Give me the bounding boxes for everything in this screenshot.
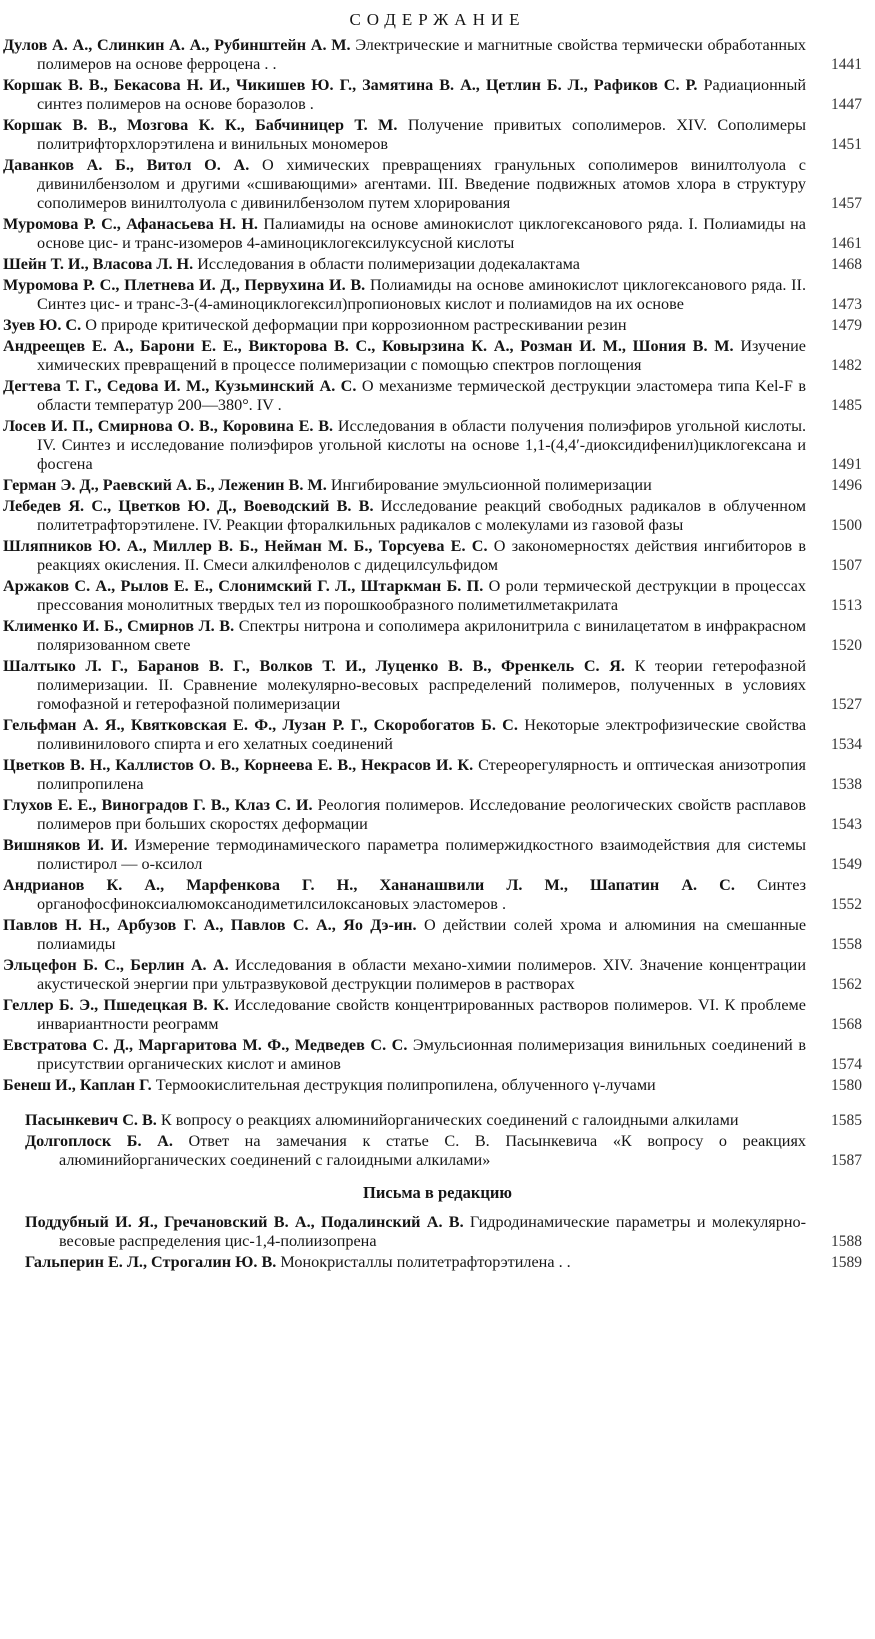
- toc-entry-body: [3, 996, 814, 1034]
- toc-entry-authors: Муромова Р. С., Плетнева И. Д., Первухина И. В.: [3, 276, 366, 294]
- toc-entry-authors: Даванков А. Б., Витол О. А.: [3, 156, 250, 174]
- toc-entry-title: Ингибирование эмульсионной полимеризации: [330, 476, 652, 494]
- toc-entry-authors: Муромова Р. С., Афанасьева Н. Н.: [3, 215, 258, 234]
- toc-entry[interactable]: [3, 1076, 865, 1095]
- toc-entry-authors: Аржаков С. А., Рылов Е. Е., Слонимский Г. Л., Штаркман Б. П.: [3, 576, 484, 595]
- toc-entry-authors: Поддубный И. Я., Гречановский В. А., Подалинский А. В.: [25, 1213, 464, 1231]
- toc-entry-page-number: 1468: [831, 256, 862, 274]
- discussion-list: [0, 1111, 865, 1170]
- toc-entry[interactable]: [3, 1111, 865, 1130]
- toc-entry-authors: Глухов Е. Е., Виноградов Г. В., Клаз С. И.: [3, 796, 313, 814]
- toc-entry-body: [3, 36, 814, 74]
- toc-entry[interactable]: [3, 796, 865, 834]
- toc-entry-authors: Шляпников Ю. А., Миллер В. Б., Нейман М. Б., Торсуева Е. С.: [3, 536, 488, 555]
- toc-entry-page-number: 1588: [831, 1233, 862, 1251]
- toc-entry-page-number: 1482: [831, 357, 862, 374]
- toc-entry[interactable]: [3, 1132, 865, 1170]
- toc-entry[interactable]: [3, 417, 865, 475]
- toc-entry-page-number: 1574: [831, 1056, 862, 1074]
- toc-entry-title: Термоокислительная деструкция полипропилена, облученного γ-лучами: [155, 1076, 656, 1094]
- toc-entry-page-number: 1552: [831, 896, 862, 914]
- toc-entry-page-number: 1587: [831, 1151, 862, 1169]
- toc-entry[interactable]: [3, 276, 865, 314]
- toc-entry-title: К вопросу о реакциях алюминийорганических соединений с галоидными алкилами: [160, 1110, 739, 1129]
- toc-entry-page-number: 1485: [831, 397, 862, 414]
- toc-entry-page-number: 1447: [831, 96, 862, 114]
- toc-entry-body: [3, 1111, 814, 1130]
- toc-entry-body: [3, 876, 814, 914]
- toc-entry-body: [3, 116, 814, 154]
- toc-entry[interactable]: [3, 996, 865, 1034]
- toc-entry-body: [3, 916, 814, 954]
- toc-entry-body: [3, 1076, 814, 1095]
- toc-entry-page-number: 1441: [831, 56, 862, 74]
- letters-heading: Письма в редакцию: [363, 1183, 512, 1202]
- toc-entry-body: [3, 156, 814, 214]
- toc-entry-page-number: 1500: [831, 517, 862, 534]
- toc-entry[interactable]: [3, 916, 865, 954]
- toc-entry-body: [3, 617, 814, 655]
- toc-entry-authors: Зуев Ю. С.: [3, 316, 82, 334]
- toc-entry-page-number: 1585: [831, 1111, 862, 1129]
- toc-entry-page-number: 1451: [831, 136, 862, 154]
- toc-entry-authors: Эльцефон Б. С., Берлин А. А.: [3, 956, 229, 974]
- toc-entry[interactable]: [3, 36, 865, 74]
- toc-entry-body: [3, 316, 814, 335]
- toc-entry[interactable]: [3, 956, 865, 994]
- toc-entry-title: Измерение термодинамического параметра полимержидкостного взаимодействия для системы полистирол — о-ксилол: [37, 836, 807, 874]
- toc-entry-body: [3, 255, 814, 274]
- toc-entry-title: Исследование реакций свободных радикалов в облученном политетрафторэтилене. IV. Реакции фторалкильных радикалов с молекулами из газовой фазы: [37, 496, 806, 534]
- toc-entry[interactable]: [3, 716, 865, 754]
- toc-entry-title: Исследование свойств концентрированных растворов полимеров. VI. К проблеме инвариантности реограмм: [37, 996, 806, 1034]
- toc-entry-authors: Коршак В. В., Бекасова Н. И., Чикишев Ю. Г., Замятина В. А., Цетлин Б. Л., Рафиков С. Р.: [3, 76, 698, 94]
- toc-entry-page-number: 1589: [831, 1254, 862, 1271]
- toc-entry-authors: Павлов Н. Н., Арбузов Г. А., Павлов С. А., Яо Дэ-ин.: [3, 916, 417, 934]
- toc-entry-title: Электрические и магнитные свойства термически обработанных полимеров на основе ферроцена . .: [37, 36, 806, 74]
- toc-entry-body: [3, 337, 814, 375]
- toc-entry-body: [3, 796, 814, 834]
- toc-entry[interactable]: [3, 316, 865, 335]
- toc-entry-title: Ответ на замечания к статье С. В. Пасынкевича «К вопросу о реакциях алюминийорганических соединений с галоидными алкилами»: [59, 1131, 807, 1169]
- toc-entry-authors: Коршак В. В., Мозгова К. К., Бабчиницер Т. М.: [3, 116, 398, 134]
- toc-entry-title: Спектры нитрона и сополимера акрилонитрила с винилацетатом в инфракрасном поляризованном свете: [37, 616, 806, 654]
- toc-entry-page-number: 1549: [831, 856, 862, 874]
- toc-entry[interactable]: [3, 1213, 865, 1251]
- toc-entry[interactable]: [3, 76, 865, 114]
- toc-entry-title: Полиамиды на основе аминокислот циклогексанового ряда. II. Синтез цис- и транс-3-(4-аминоциклогексил)пропионовых кислот и полиамидов на их основе: [37, 276, 806, 314]
- toc-entry-body: [3, 1132, 814, 1170]
- toc-entry-page-number: 1507: [831, 557, 862, 574]
- toc-entry-title: К теории гетерофазной полимеризации. II. Сравнение молекулярно-весовых распределений полимеров, полученных в условиях гомофазной и гетерофазной полимеризации: [37, 656, 807, 714]
- toc-entry-title: Эмульсионная полимеризация винильных соединений в присутствии органических кислот и аминов: [37, 1036, 806, 1074]
- toc-entry-title: Исследования в области механо-химии полимеров. XIV. Значение концентрации акустической энергии при ультразвуковой деструкции полимеров в растворах: [37, 956, 806, 994]
- toc-entry-authors: Лосев И. П., Смирнова О. В., Коровина Е. В.: [3, 416, 334, 435]
- toc-entry-page-number: 1538: [831, 776, 862, 794]
- toc-entry-title: Реология полимеров. Исследование реологических свойств расплавов полимеров при больших скоростях деформации: [37, 796, 807, 834]
- toc-entry[interactable]: [3, 617, 865, 655]
- toc-entry[interactable]: [3, 337, 865, 375]
- toc-entry-authors: Геллер Б. Э., Пшедецкая В. К.: [3, 996, 229, 1014]
- section-gap: [0, 1097, 875, 1111]
- toc-entry-page-number: 1520: [831, 637, 862, 654]
- toc-entry-authors: Андрианов К. А., Марфенкова Г. Н., Хананашвили Л. М., Шапатин А. С.: [3, 876, 735, 894]
- toc-entry-title: Исследования в области полимеризации додекалактама: [197, 255, 580, 274]
- toc-entry-body: [3, 657, 814, 715]
- toc-entry-body: [3, 1253, 814, 1272]
- toc-entry[interactable]: [3, 156, 865, 214]
- toc-entry-page-number: 1562: [831, 976, 862, 994]
- toc-entry-page-number: 1580: [831, 1077, 862, 1094]
- toc-entry-authors: Бенеш И., Каплан Г.: [3, 1076, 152, 1094]
- toc-entry-body: [3, 537, 814, 575]
- toc-entry-authors: Дулов А. А., Слинкин А. А., Рубинштейн А. М.: [3, 36, 351, 54]
- toc-entry-title: О механизме термической деструкции эластомера типа Kel-F в области температур 200—380°. IV .: [37, 376, 806, 414]
- toc-entry-body: [3, 417, 814, 475]
- toc-entry[interactable]: [3, 876, 865, 914]
- toc-entry[interactable]: [3, 215, 865, 253]
- toc-entry-page-number: 1513: [831, 597, 862, 614]
- toc-entry-body: [3, 836, 814, 874]
- toc-entry-body: [3, 76, 814, 114]
- page-title: СОДЕРЖАНИЕ: [349, 10, 526, 29]
- toc-entry-authors: Гальперин Е. Л., Строгалин Ю. В.: [25, 1253, 277, 1271]
- toc-entry-page-number: 1568: [831, 1016, 862, 1034]
- toc-entry-page-number: 1479: [831, 317, 862, 334]
- toc-entry-page-number: 1543: [831, 816, 862, 834]
- toc-entry-page-number: 1527: [831, 696, 862, 714]
- toc-entry-title: О роли термической деструкции в процессах прессования монолитных твердых тел из порошкообразного полиметилметакрилата: [37, 576, 807, 614]
- toc-entry-authors: Вишняков И. И.: [3, 836, 128, 854]
- toc-entry[interactable]: [3, 756, 865, 794]
- toc-entry-title: Радиационный синтез полимеров на основе боразолов .: [37, 76, 807, 114]
- toc-entry-page-number: 1496: [831, 477, 862, 494]
- toc-entry-body: [3, 215, 814, 253]
- toc-entry[interactable]: [3, 1253, 865, 1272]
- toc-entry-title: Исследования в области получения полиэфиров угольной кислоты. IV. Синтез и исследование полиэфиров угольной кислоты на основе 1,1-(4,4′-диоксидифенил)циклогексана и фосгена: [37, 416, 806, 474]
- toc-entry-page-number: 1461: [831, 235, 862, 253]
- toc-entry-title: Синтез органофосфиноксиалюмоксанодиметилсилоксановых эластомеров .: [37, 876, 807, 914]
- toc-entry[interactable]: [3, 657, 865, 715]
- toc-entry-title: Монокристаллы политетрафторэтилена . .: [280, 1253, 571, 1271]
- toc-entry[interactable]: [3, 577, 865, 615]
- toc-entry-body: [3, 1213, 814, 1251]
- toc-entry-authors: Евстратова С. Д., Маргаритова М. Ф., Медведев С. С.: [3, 1036, 408, 1054]
- toc-entry-authors: Шалтыко Л. Г., Баранов В. Г., Волков Т. И., Луценко В. В., Френкель С. Я.: [3, 656, 625, 675]
- toc-entry-authors: Лебедев Я. С., Цветков Ю. Д., Воеводский В. В.: [3, 496, 374, 515]
- toc-entry-page-number: 1457: [831, 195, 862, 213]
- toc-entry-body: [3, 497, 814, 535]
- toc-entry[interactable]: [3, 116, 865, 154]
- toc-entry-page-number: 1534: [831, 736, 862, 754]
- toc-entry[interactable]: [3, 497, 865, 535]
- toc-entry[interactable]: [3, 836, 865, 874]
- toc-entry-title: Гидродинамические параметры и молекулярно-весовые распределения цис-1,4-полиизопрена: [59, 1213, 806, 1251]
- toc-entry-title: О действии солей хрома и алюминия на смешанные полиамиды: [37, 916, 807, 954]
- toc-entry-authors: Андреещев Е. А., Барони Е. Е., Викторова В. С., Ковырзина К. А., Розман И. М., Шония В. М.: [3, 336, 734, 355]
- toc-entry-page-number: 1473: [831, 296, 862, 314]
- toc-entry-body: [3, 1036, 814, 1074]
- toc-entry-page-number: 1491: [831, 456, 862, 474]
- toc-entry-authors: Дегтева Т. Г., Седова И. М., Кузьминский А. С.: [3, 376, 357, 395]
- toc-entry-authors: Гельфман А. Я., Квятковская Е. Ф., Лузан Р. Г., Скоробогатов Б. С.: [3, 716, 518, 734]
- toc-entry-title: Некоторые электрофизические свойства поливинилового спирта и его хелатных соединений: [37, 716, 807, 754]
- toc-entry-title: О химических превращениях гранульных сополимеров винилтолуола с дивинилбензолом и другими «сшивающими» агентами. III. Введение подвижных атомов хлора в структуру сополимеров винилтолуола с дивинилбензолом путем хлорирования: [37, 156, 806, 213]
- toc-entry-body: [3, 716, 814, 754]
- toc-entry-body: [3, 756, 814, 794]
- toc-entry-title: Стереорегулярность и оптическая анизотропия полипропилена: [37, 756, 806, 794]
- toc-entry-authors: Клименко И. Б., Смирнов Л. В.: [3, 616, 235, 635]
- toc-entry-title: О природе критической деформации при коррозионном растрескивании резин: [85, 316, 627, 334]
- toc-entry-body: [3, 956, 814, 994]
- toc-entry[interactable]: [3, 377, 865, 415]
- toc-entry-authors: Долгоплоск Б. А.: [25, 1131, 173, 1150]
- toc-entry-body: [3, 476, 814, 495]
- contents-list: [0, 36, 865, 1095]
- toc-entry[interactable]: [3, 537, 865, 575]
- toc-entry-title: Получение привитых сополимеров. XIV. Сополимеры политрифторхлорэтилена и винильных мономеров: [37, 116, 806, 154]
- toc-entry[interactable]: [3, 476, 865, 495]
- letters-list: [0, 1213, 865, 1272]
- toc-entry[interactable]: [3, 255, 865, 274]
- toc-entry-page-number: 1558: [831, 936, 862, 954]
- toc-entry-authors: Шейн Т. И., Власова Л. Н.: [3, 255, 194, 274]
- toc-entry-title: О закономерностях действия ингибиторов в реакциях окисления. II. Смеси алкилфенолов с дидецилсульфидом: [37, 536, 806, 574]
- toc-entry-body: [3, 577, 814, 615]
- toc-entry-title: Палиамиды на основе аминокислот циклогексанового ряда. I. Полиамиды на основе цис- и транс-изомеров 4-аминоциклогексилуксусной кислоты: [37, 215, 806, 253]
- toc-entry-body: [3, 276, 814, 314]
- toc-entry[interactable]: [3, 1036, 865, 1074]
- toc-entry-title: Изучение химических превращений в процессе полимеризации с помощью спектров поглощения: [37, 336, 806, 374]
- toc-entry-body: [3, 377, 814, 415]
- toc-entry-authors: Пасынкевич С. В.: [25, 1110, 157, 1129]
- toc-entry-authors: Герман Э. Д., Раевский А. Б., Леженин В. М.: [3, 476, 327, 494]
- toc-entry-authors: Цветков В. Н., Каллистов О. В., Корнеева Е. В., Некрасов И. К.: [3, 756, 474, 774]
